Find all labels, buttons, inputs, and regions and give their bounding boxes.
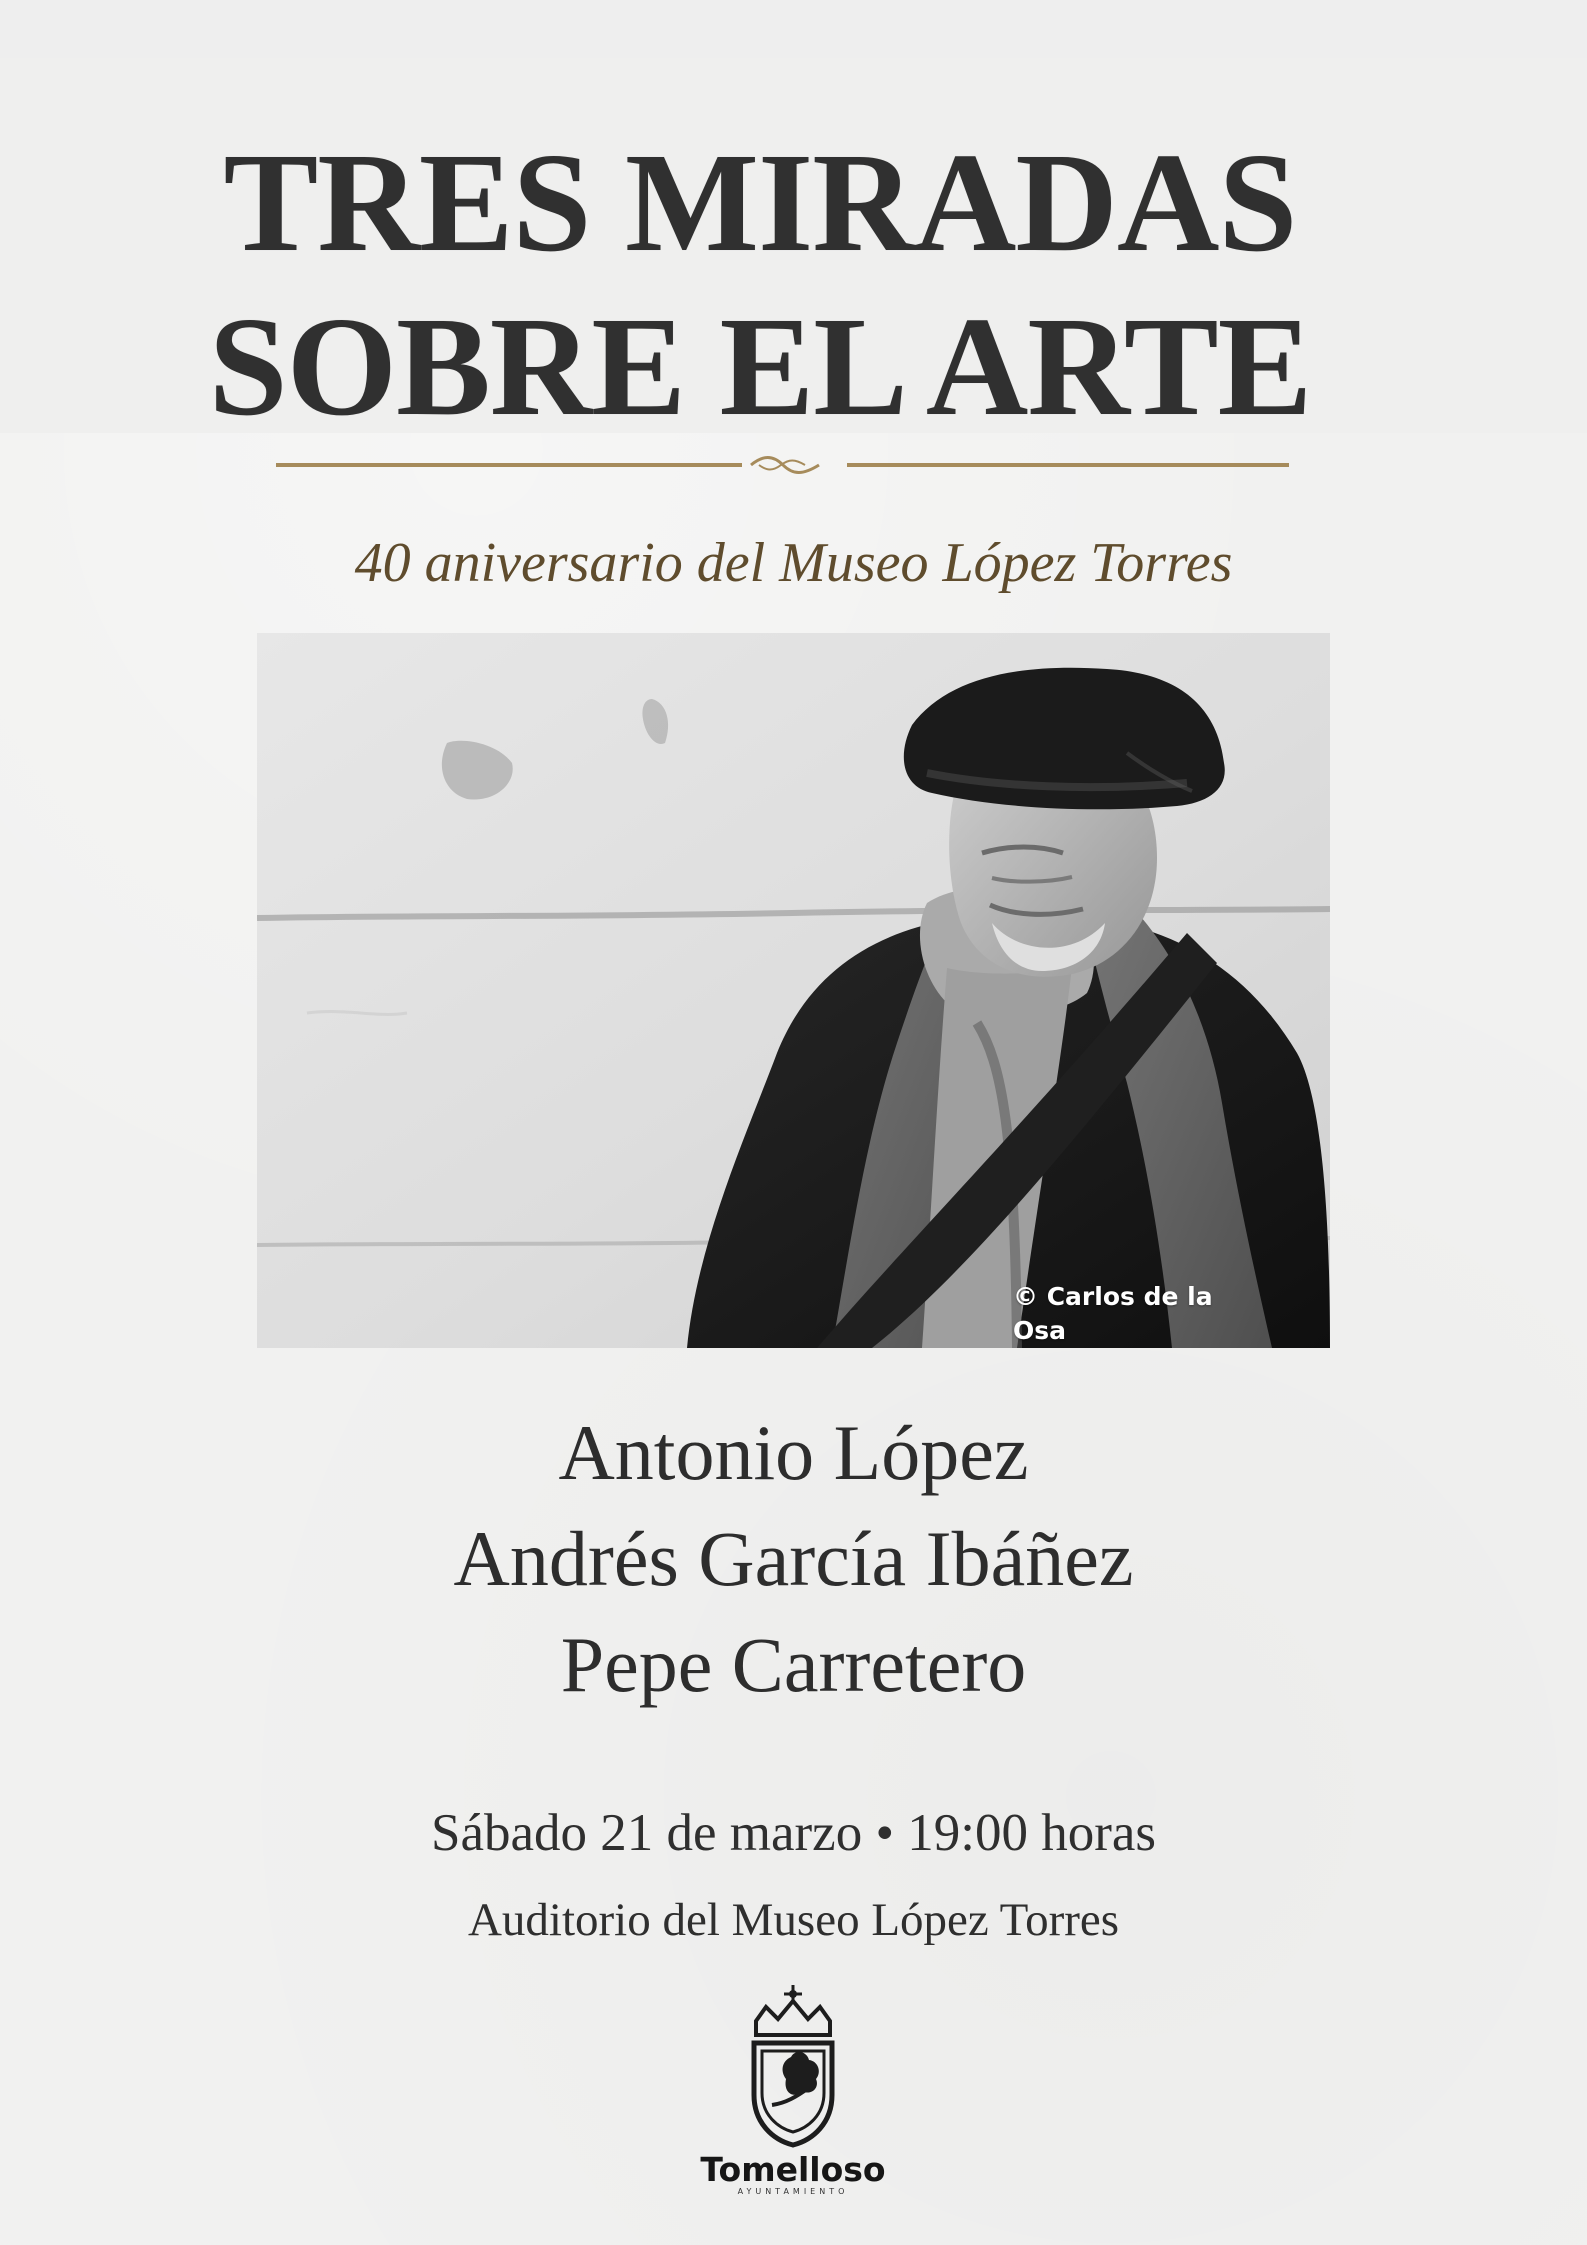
flourish-icon <box>749 453 821 477</box>
event-date-time: Sábado 21 de marzo • 19:00 horas <box>430 1804 1157 1862</box>
logo-subtitle: AYUNTAMIENTO <box>737 2187 849 2196</box>
poster-subtitle: 40 aniversario del Museo López Torres <box>354 532 1233 594</box>
title-line-1: TRES MIRADAS <box>223 123 1297 281</box>
portrait-photo <box>257 633 1330 1348</box>
title-line-2: SOBRE EL ARTE <box>208 287 1312 445</box>
divider-line-left <box>276 463 742 467</box>
logo-name: Tomelloso <box>700 2150 886 2189</box>
speaker-name: Pepe Carretero <box>560 1621 1027 1708</box>
coat-of-arms-icon <box>738 1983 848 2153</box>
event-venue: Auditorio del Museo López Torres <box>467 1894 1120 1946</box>
speaker-name: Andrés García Ibáñez <box>453 1515 1134 1602</box>
speaker-name: Antonio López <box>558 1409 1029 1496</box>
photo-credit: © Carlos de la Osa <box>1013 1282 1213 1345</box>
portrait-image <box>257 633 1330 1348</box>
speaker-list <box>200 1400 1387 1718</box>
organizer-logo <box>698 1983 888 2228</box>
divider-line-right <box>847 463 1289 467</box>
poster-title <box>150 120 1370 448</box>
ornamental-divider <box>276 453 1289 477</box>
top-band <box>0 0 1587 58</box>
